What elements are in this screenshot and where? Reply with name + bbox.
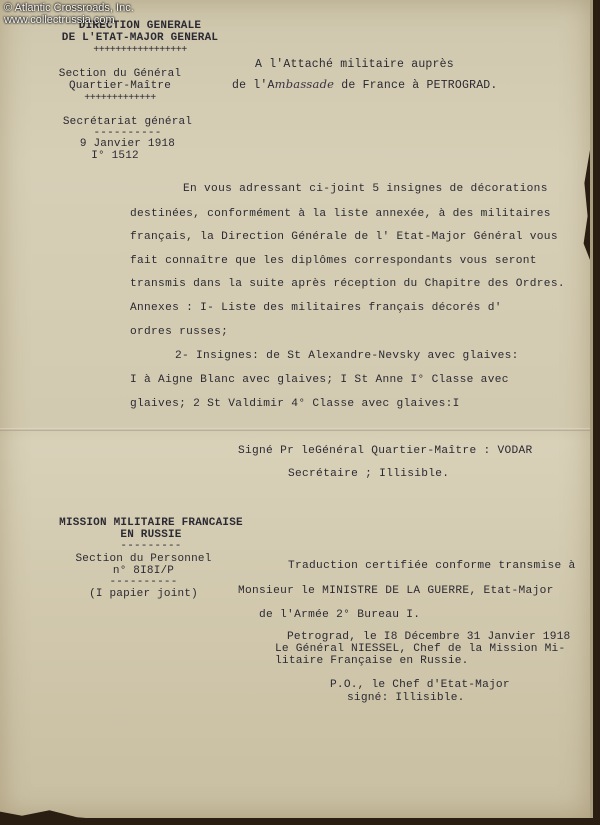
translation-line-8: signé: Illisible.	[347, 692, 465, 704]
secretariat-rule: ----------	[93, 127, 162, 139]
body-line-2: destinées, conformément à la liste annexée, à des militaires	[130, 208, 551, 220]
direction-line-1: DIRECTION GENERALE	[78, 20, 202, 32]
secretariat-label: Secrétariat général	[62, 116, 193, 128]
translation-line-6: litaire Française en Russie.	[275, 655, 469, 667]
watermark	[4, 2, 134, 26]
watermark-line-1: © Atlantic Crossroads, Inc.	[4, 2, 134, 14]
direction-line-2: DE L'ETAT-MAJOR GENERAL	[61, 32, 219, 44]
translation-line-3: de l'Armée 2° Bureau I.	[259, 609, 421, 621]
mission-rule-2: ----------	[109, 576, 178, 588]
insignes-line-2: I à Aigne Blanc avec glaives; I St Anne I° Classe avec	[130, 374, 509, 386]
address-prefix: de l'A	[232, 79, 275, 92]
section-general-line-1: Section du Général	[58, 68, 182, 80]
torn-edge	[0, 806, 110, 820]
address-line-2	[232, 78, 498, 92]
annexes-line-1: Annexes : I- Liste des militaires français décorés d'	[130, 302, 502, 314]
attachment-note: (I papier joint)	[89, 588, 198, 600]
mission-title-1: MISSION MILITAIRE FRANCAISE	[59, 517, 243, 529]
mission-section-1: Section du Personnel	[75, 553, 212, 565]
translation-line-1: Traduction certifiée conforme transmise à	[288, 560, 576, 572]
annexes-line-2: ordres russes;	[130, 326, 229, 338]
body-line-5: transmis dans la suite après réception du Chapitre des Ordres.	[130, 278, 565, 290]
body-line-4: fait connaître que les diplômes correspondants vous seront	[130, 255, 537, 267]
letter-date: 9 Janvier 1918	[79, 138, 176, 150]
mission-section-2: n° 8I8I/P	[112, 565, 175, 577]
watermark-line-2: www.collectrussia.com	[4, 14, 115, 26]
mission-rule-1: ---------	[120, 540, 182, 552]
translation-line-7: P.O., le Chef d'Etat-Major	[330, 679, 510, 691]
insignes-line-1: 2- Insignes: de St Alexandre-Nevsky avec glaives:	[175, 350, 519, 362]
handwritten-correction: mbassade	[274, 77, 335, 91]
signature-line-1: Signé Pr leGénéral Quartier-Maître : VODAR	[238, 445, 533, 457]
fold-line	[0, 428, 590, 431]
body-line-1: En vous adressant ci-joint 5 insignes de décorations	[183, 183, 548, 195]
mission-title-2: EN RUSSIE	[120, 529, 182, 541]
address-suffix: de France à PETROGRAD.	[334, 79, 498, 92]
translation-line-4: Petrograd, le I8 Décembre 31 Janvier 1918	[287, 631, 571, 643]
stars-separator-1: +++++++++++++++++	[93, 45, 187, 56]
address-line-1: A l'Attaché militaire auprès	[255, 58, 454, 71]
translation-line-5: Le Général NIESSEL, Chef de la Mission Mi-	[275, 643, 566, 655]
body-line-3: français, la Direction Générale de l' Etat-Major Général vous	[130, 231, 558, 243]
letter-number: I° 1512	[91, 150, 139, 162]
translation-line-2: Monsieur le MINISTRE DE LA GUERRE, Etat-Major	[238, 585, 554, 597]
torn-edge-right	[582, 150, 590, 260]
stars-separator-2: +++++++++++++	[84, 93, 156, 104]
signature-line-2: Secrétaire ; Illisible.	[288, 468, 450, 480]
insignes-line-3: glaives; 2 St Valdimir 4° Classe avec glaives:I	[130, 398, 460, 410]
section-general-line-2: Quartier-Maître	[68, 80, 172, 92]
